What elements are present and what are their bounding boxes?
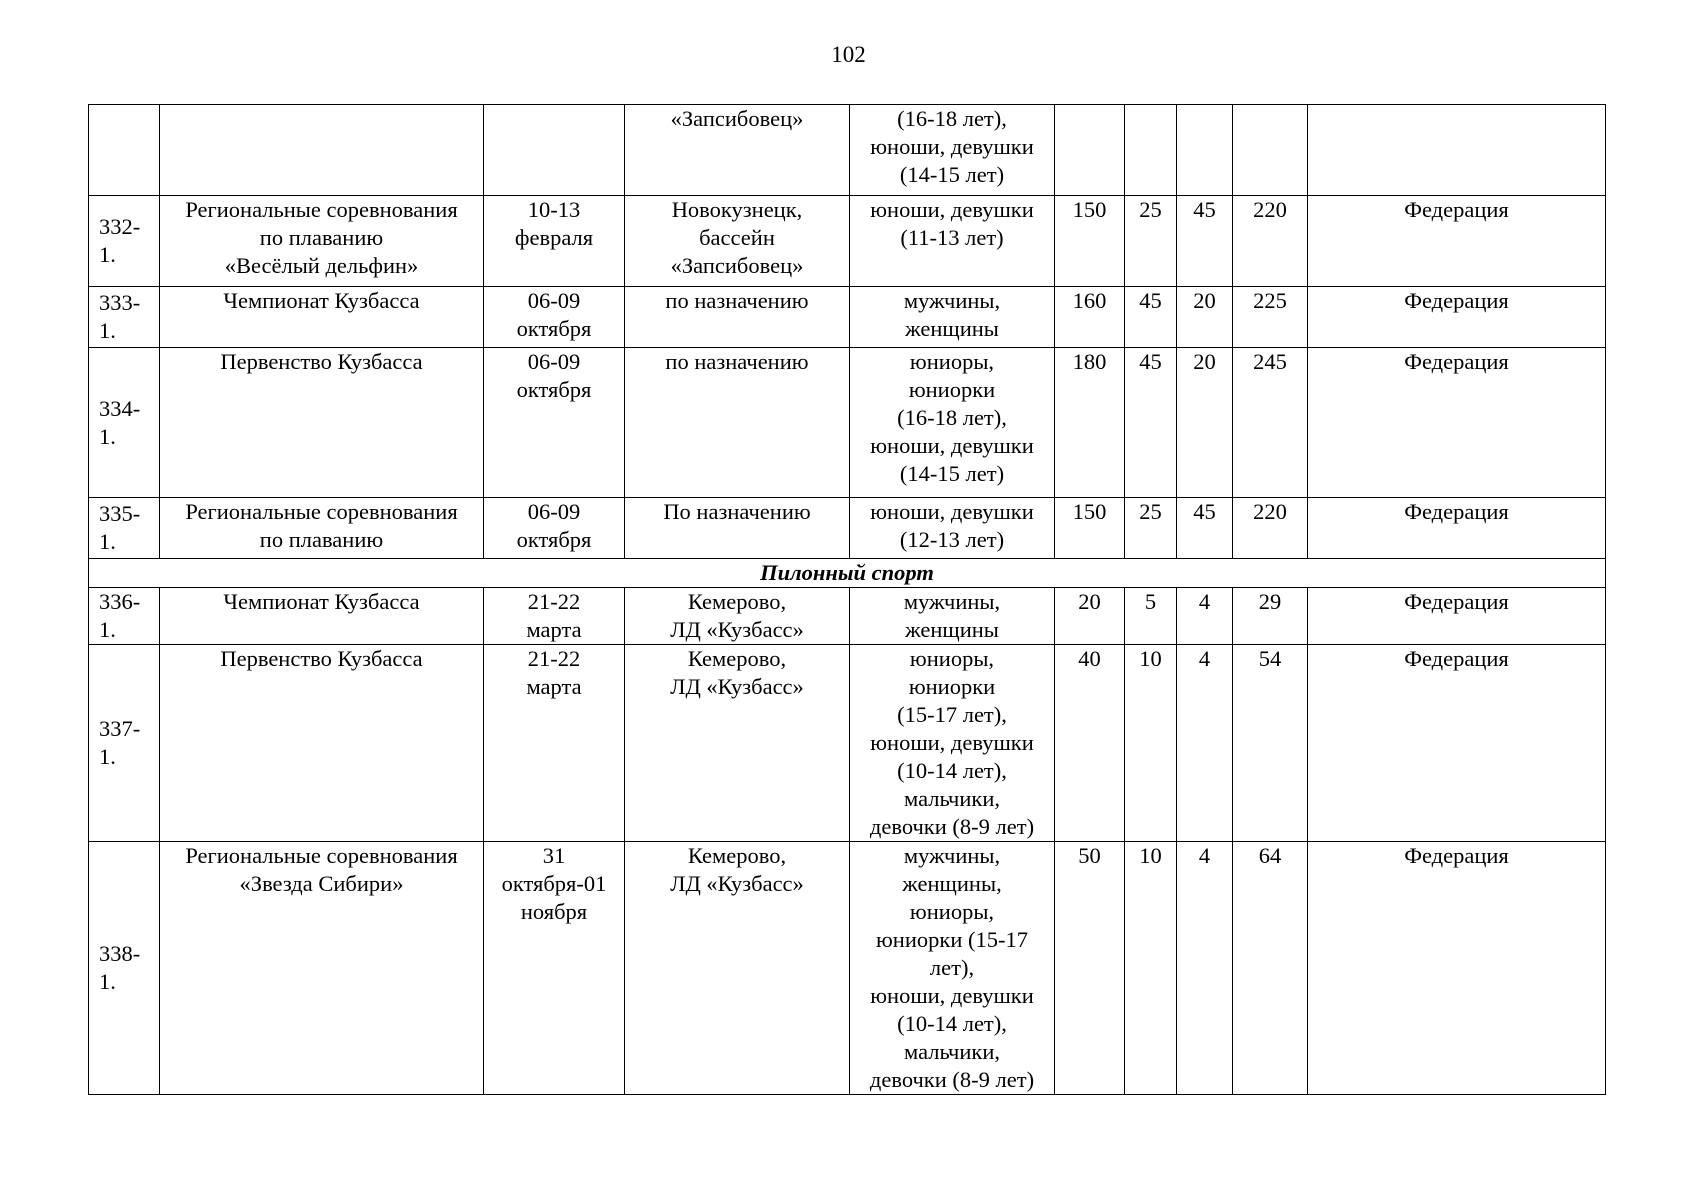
event-place-cell: Новокузнецк, бассейн «Запсибовец» (625, 196, 850, 287)
event-name-cell (160, 105, 484, 196)
count-total-cell: 220 (1233, 196, 1308, 287)
participants-cell: юниоры, юниорки (15-17 лет), юноши, девушки (10-14 лет), мальчики, девочки (8-9 лет) (850, 645, 1055, 842)
event-place-cell: Кемерово, ЛД «Кузбасс» (625, 645, 850, 842)
count-1-cell: 160 (1055, 287, 1125, 348)
event-place-cell: по назначению (625, 348, 850, 498)
event-place-cell: Кемерово, ЛД «Кузбасс» (625, 588, 850, 645)
event-date-cell: 06-09 октября (484, 498, 625, 559)
count-1-cell: 180 (1055, 348, 1125, 498)
table-body (89, 105, 1606, 1095)
row-number-cell: 333-1. (89, 287, 160, 348)
event-date-cell: 21-22 марта (484, 588, 625, 645)
count-2-cell: 10 (1125, 645, 1177, 842)
participants-cell: (16-18 лет), юноши, девушки (14-15 лет) (850, 105, 1055, 196)
organizer-cell: Федерация (1308, 645, 1606, 842)
event-date-cell (484, 105, 625, 196)
event-place-cell: По назначению (625, 498, 850, 559)
count-3-cell: 20 (1177, 287, 1233, 348)
event-name-cell: Региональные соревнования «Звезда Сибири» (160, 842, 484, 1095)
row-number-cell (89, 105, 160, 196)
event-date-cell: 31 октября-01 ноября (484, 842, 625, 1095)
count-total-cell: 220 (1233, 498, 1308, 559)
organizer-cell: Федерация (1308, 287, 1606, 348)
event-name-cell: Первенство Кузбасса (160, 348, 484, 498)
count-total-cell: 29 (1233, 588, 1308, 645)
section-title: Пилонный спорт (89, 559, 1606, 588)
count-1-cell: 40 (1055, 645, 1125, 842)
row-number-cell: 335-1. (89, 498, 160, 559)
table-row (89, 645, 1606, 842)
count-2-cell: 10 (1125, 842, 1177, 1095)
count-total-cell: 245 (1233, 348, 1308, 498)
event-place-cell: по назначению (625, 287, 850, 348)
event-name-cell: Региональные соревнования по плаванию «Весёлый дельфин» (160, 196, 484, 287)
event-date-cell: 06-09 октября (484, 287, 625, 348)
count-total-cell (1233, 105, 1308, 196)
count-1-cell (1055, 105, 1125, 196)
event-place-cell: «Запсибовец» (625, 105, 850, 196)
row-number-cell: 337-1. (89, 645, 160, 842)
count-3-cell: 4 (1177, 645, 1233, 842)
table-row (89, 196, 1606, 287)
table-row (89, 105, 1606, 196)
participants-cell: юноши, девушки (11-13 лет) (850, 196, 1055, 287)
organizer-cell (1308, 105, 1606, 196)
participants-cell: юноши, девушки (12-13 лет) (850, 498, 1055, 559)
organizer-cell: Федерация (1308, 588, 1606, 645)
count-1-cell: 150 (1055, 196, 1125, 287)
count-2-cell: 5 (1125, 588, 1177, 645)
count-3-cell (1177, 105, 1233, 196)
count-total-cell: 64 (1233, 842, 1308, 1095)
count-3-cell: 4 (1177, 842, 1233, 1095)
count-1-cell: 20 (1055, 588, 1125, 645)
event-date-cell: 10-13 февраля (484, 196, 625, 287)
row-number-cell: 334-1. (89, 348, 160, 498)
row-number-cell: 332-1. (89, 196, 160, 287)
organizer-cell: Федерация (1308, 196, 1606, 287)
page-number: 102 (831, 42, 866, 67)
section-row (89, 559, 1606, 588)
participants-cell: юниоры, юниорки (16-18 лет), юноши, девушки (14-15 лет) (850, 348, 1055, 498)
count-3-cell: 45 (1177, 196, 1233, 287)
table-row (89, 842, 1606, 1095)
table-row (89, 588, 1606, 645)
count-2-cell: 45 (1125, 287, 1177, 348)
count-total-cell: 54 (1233, 645, 1308, 842)
event-place-cell: Кемерово, ЛД «Кузбасс» (625, 842, 850, 1095)
count-3-cell: 45 (1177, 498, 1233, 559)
count-1-cell: 150 (1055, 498, 1125, 559)
count-3-cell: 20 (1177, 348, 1233, 498)
count-2-cell: 25 (1125, 498, 1177, 559)
event-name-cell: Региональные соревнования по плаванию (160, 498, 484, 559)
events-table (88, 104, 1606, 1095)
count-2-cell: 25 (1125, 196, 1177, 287)
participants-cell: мужчины, женщины (850, 287, 1055, 348)
row-number-cell: 336-1. (89, 588, 160, 645)
organizer-cell: Федерация (1308, 842, 1606, 1095)
count-total-cell: 225 (1233, 287, 1308, 348)
organizer-cell: Федерация (1308, 498, 1606, 559)
table-row (89, 287, 1606, 348)
count-2-cell: 45 (1125, 348, 1177, 498)
count-3-cell: 4 (1177, 588, 1233, 645)
event-name-cell: Чемпионат Кузбасса (160, 588, 484, 645)
organizer-cell: Федерация (1308, 348, 1606, 498)
event-date-cell: 21-22 марта (484, 645, 625, 842)
participants-cell: мужчины, женщины (850, 588, 1055, 645)
participants-cell: мужчины, женщины, юниоры, юниорки (15-17 лет), юноши, девушки (10-14 лет), мальчики, девочки (8-9 лет) (850, 842, 1055, 1095)
row-number-cell: 338-1. (89, 842, 160, 1095)
table-row (89, 498, 1606, 559)
count-2-cell (1125, 105, 1177, 196)
event-name-cell: Первенство Кузбасса (160, 645, 484, 842)
count-1-cell: 50 (1055, 842, 1125, 1095)
table-row (89, 348, 1606, 498)
event-name-cell: Чемпионат Кузбасса (160, 287, 484, 348)
event-date-cell: 06-09 октября (484, 348, 625, 498)
